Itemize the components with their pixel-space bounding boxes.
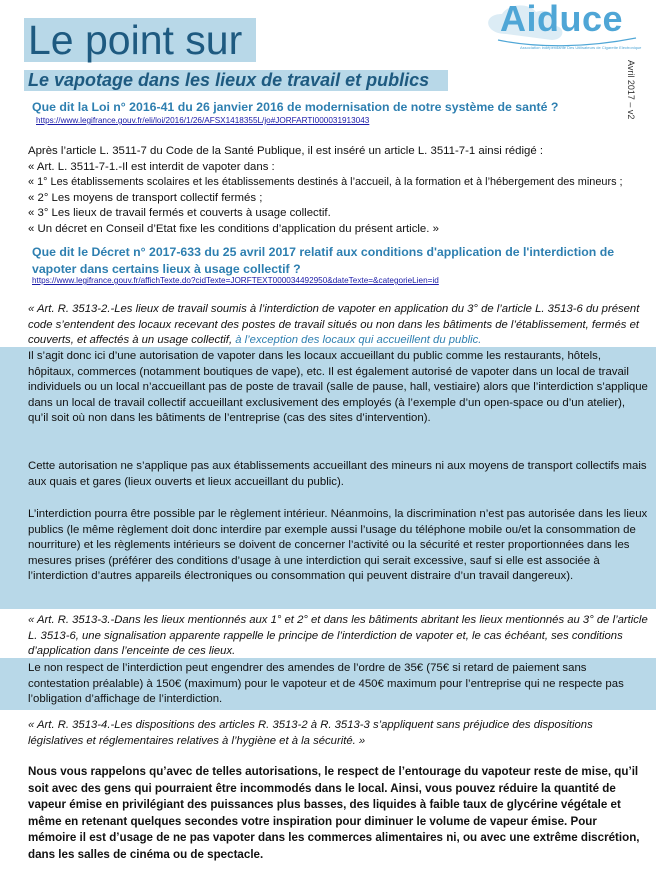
quote-text: « Art. R. 3513-2.-Les lieux de travail soumis à l’interdiction de vapoter en application du 3° de l’article L. 3513-6 du présent code s’entendent des locaux recevant des postes de travail situés ou non dans les bâtiments de l’établissement, fermés et couverts, et affectés à un usage collectif, xyxy=(28,303,640,346)
logo-tagline: Association Indépendante Des Utilisateurs de Cigarette Electronique xyxy=(520,45,642,50)
logo-text: Aiduce xyxy=(500,0,624,39)
body-line: « Art. L. 3511-7-1.-Il est interdit de vapoter dans : xyxy=(28,160,275,173)
question-loi: Que dit la Loi n° 2016-41 du 26 janvier 2016 de modernisation de notre système de santé ? xyxy=(32,100,559,114)
page-title: Le point sur xyxy=(28,17,243,63)
para-reglement: L’interdiction pourra être possible par le règlement intérieur. Néanmoins, la discrimination n’est pas autorisée dans les lieux publics (le même règlement doit donc interdire par exemple aussi l’usage du téléphone mobile ou/et la consommation de nourriture) et les règlements intérieurs se doivent de concerner l’activité ou la sécurité et rester proportionnées dans les mesures prises (préférer des conditions d’usage à une interdiction qui serait excessive, sauf si elle est associée à l’interdiction d’autres appareils électroniques ou consommation qui peuvent distraire d’un travail dangereux). xyxy=(28,508,648,582)
quote-art-r3513-2 xyxy=(28,302,648,349)
quote-art-r3513-4: « Art. R. 3513-4.-Les dispositions des articles R. 3513-2 à R. 3513-3 s’appliquent sans préjudice des dispositions législatives et réglementaires relatives à l’hygiène et à la sécurité. » xyxy=(28,719,593,747)
body-line: Après l’article L. 3511-7 du Code de la Santé Publique, il est inséré un article L. 3511-7-1 ainsi rédigé : xyxy=(28,145,543,157)
link-loi[interactable]: https://www.legifrance.gouv.fr/eli/loi/2016/1/26/AFSX1418355L/jo#JORFARTI000031913043 xyxy=(36,116,370,125)
body-line: « Un décret en Conseil d’Etat fixe les conditions d’application du présent article. » xyxy=(28,222,439,235)
question-decret: Que dit le Décret n° 2017-633 du 25 avril 2017 relatif aux conditions d'application de l'interdiction de vapoter dans certains lieux à usage collectif ? xyxy=(32,245,615,276)
amendes-block xyxy=(0,658,656,710)
link-decret[interactable]: https://www.legifrance.gouv.fr/affichTexte.do?cidTexte=JORFTEXT000034492950&dateTexte=&categorieLien=id xyxy=(32,276,439,285)
page-subtitle: Le vapotage dans les lieux de travail et publics xyxy=(28,70,430,90)
section1-body xyxy=(28,144,648,237)
side-date: Avril 2017 – v2 xyxy=(626,60,636,120)
quote-art-r3513-3: « Art. R. 3513-3.-Dans les lieux mentionnés aux 1° et 2° et dans les bâtiments abritant les lieux mentionnés au 3° de l’article L. 3513-6, une signalisation apparente rappelle le principe de l’interdiction de vapoter et, le cas échéant, ses conditions d’application dans l’enceinte de ces lieux. xyxy=(28,614,648,657)
body-line: « 1° Les établissements scolaires et les établissements destinés à l’accueil, à la formation et à l’hébergement des mineurs ; xyxy=(28,176,623,188)
body-line: « 3° Les lieux de travail fermés et couverts à usage collectif. xyxy=(28,207,331,219)
para-mineurs: Cette autorisation ne s’applique pas aux établissements accueillant des mineurs ni aux moyens de transport collectifs mais aux quais et gares (lieux ouverts et lieux accueillant du public). xyxy=(28,460,647,488)
explanation-block xyxy=(0,347,656,609)
conclusion: Nous vous rappelons qu’avec de telles autorisations, le respect de l’entourage du vapoteur reste de mise, qu’il soit avec des gens qui pourraient être incommodés dans le local. Ainsi, vous pouvez réduire la quantité de vapeur émise en privilégiant des puissances plus basses, des liquides à faible taux de glycérine végétale et même en retenant quelques secondes votre inspiration pour diminuer le volume de vapeur émise. Pour mémoire il est d’usage de ne pas vapoter dans les commerces alimentaires ni, ou avec une extrême discrétion, dans les salles de cinéma ou de spectacle. xyxy=(28,765,640,861)
body-line: « 2° Les moyens de transport collectif fermés ; xyxy=(28,191,263,204)
quote-highlight: à l’exception des locaux qui accueillent du public. xyxy=(235,334,482,346)
para-autorisation: Il s’agit donc ici d’une autorisation de vapoter dans les locaux accueillant du public comme les restaurants, hôtels, hôpitaux, commerces (notamment boutiques de vape), etc. Il est également autorisé de vapoter dans un local de travail individuels ou un local n’accueillant pas de poste de travail (salle de pause, hall, vestiaire) alors que l’interdiction s’applique dans un local de travail collectif accueillant exclusivement des employés (à l’exemple d’un open-space ou d’un atelier), qu’il soit où non dans les bâtiments de l’entreprise (cas des sites d’intervention). xyxy=(28,350,648,424)
para-amendes: Le non respect de l’interdiction peut engendrer des amendes de l’ordre de 35€ (75€ si retard de paiement sans contestation préalable) à 150€ (maximum) pour le vapoteur et de 450€ maximum pour l’entreprise qui ne respecte pas l’obligation d’affichage de l’interdiction. xyxy=(28,662,624,705)
